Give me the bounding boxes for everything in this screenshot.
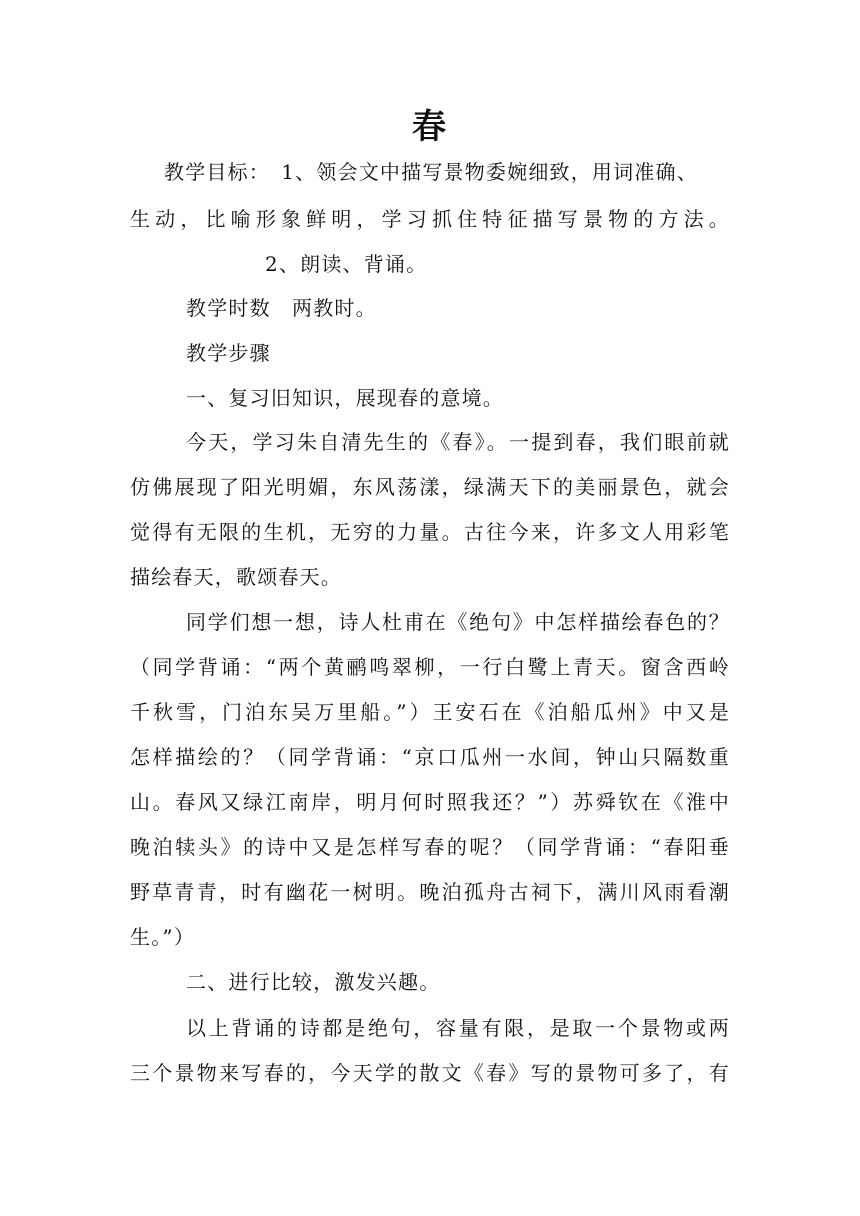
text-line-para2-6: 晚泊犊头》的诗中又是怎样写春的呢？（同学背诵：“春阳垂 — [130, 835, 730, 859]
text-line-steps-heading: 教学步骤 — [186, 341, 271, 365]
text-line-para2-2: （同学背诵：“两个黄鹂鸣翠柳，一行白鹭上青天。窗含西岭 — [130, 655, 730, 679]
text-line-objectives-2: 生动，比喻形象鲜明，学习抓住特征描写景物的方法。 — [130, 207, 730, 231]
text-line-para1-4: 描绘春天，歌颂春天。 — [130, 565, 342, 589]
text-line-para3-2: 三个景物来写春的，今天学的散文《春》写的景物可多了，有 — [130, 1061, 730, 1085]
text-line-para1-1: 今天，学习朱自清先生的《春》。一提到春，我们眼前就 — [186, 430, 730, 454]
text-line-para2-8: 生。”） — [130, 925, 196, 949]
text-line-para1-3: 觉得有无限的生机，无穷的力量。古往今来，许多文人用彩笔 — [130, 520, 730, 544]
document-title: 春 — [412, 107, 448, 147]
text-line-para2-5: 山。春风又绿江南岸，明月何时照我还？”）苏舜钦在《淮中 — [130, 790, 730, 814]
text-line-hours: 教学时数 两教时。 — [186, 296, 377, 320]
text-line-section-1-heading: 一、复习旧知识，展现春的意境。 — [186, 386, 504, 410]
text-line-para2-7: 野草青青，时有幽花一树明。晚泊孤舟古祠下，满川风雨看潮 — [130, 880, 730, 904]
text-line-objectives-1: 教学目标： 1、领会文中描写景物委婉细致，用词准确、 — [164, 160, 698, 184]
text-line-para2-4: 怎样描绘的？（同学背诵：“京口瓜州一水间，钟山只隔数重 — [130, 745, 730, 769]
text-line-para2-1: 同学们想一想，诗人杜甫在《绝句》中怎样描绘春色的？ — [186, 610, 730, 634]
text-line-para1-2: 仿佛展现了阳光明媚，东风荡漾，绿满天下的美丽景色，就会 — [130, 475, 730, 499]
text-line-para2-3: 千秋雪，门泊东吴万里船。”）王安石在《泊船瓜州》中又是 — [130, 700, 730, 724]
text-line-objectives-3: 2、朗读、背诵。 — [265, 252, 428, 276]
text-line-para3-1: 以上背诵的诗都是绝句，容量有限，是取一个景物或两 — [186, 1016, 730, 1040]
text-line-section-2-heading: 二、进行比较，激发兴趣。 — [186, 970, 441, 994]
